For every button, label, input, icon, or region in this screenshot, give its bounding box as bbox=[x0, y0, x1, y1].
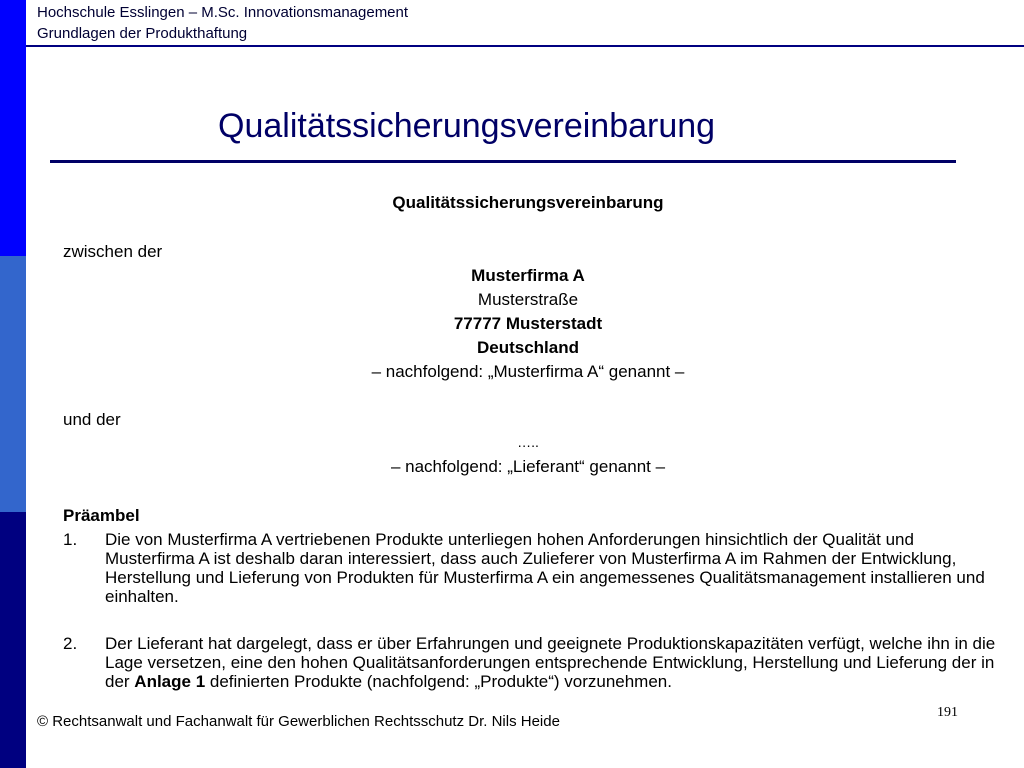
item-number: 2. bbox=[63, 634, 78, 653]
page-title: Qualitätssicherungsvereinbarung bbox=[218, 107, 716, 145]
preamble-item bbox=[63, 530, 1003, 606]
party-b-placeholder: ….. bbox=[517, 434, 539, 450]
preamble-item bbox=[63, 634, 1003, 691]
header-course: Grundlagen der Produkthaftung bbox=[37, 25, 248, 42]
preamble-heading: Präambel bbox=[63, 506, 140, 525]
party-a-country: Deutschland bbox=[476, 338, 580, 357]
header-institution: Hochschule Esslingen – M.Sc. Innovationsmanagement bbox=[37, 4, 409, 21]
item-text-part: definierten Produkte (nachfolgend: „Produkte“) vorzunehmen. bbox=[205, 672, 672, 691]
sidebar-segment-top bbox=[0, 0, 26, 256]
party-a-name: Musterfirma A bbox=[471, 266, 585, 285]
sidebar-decoration bbox=[0, 0, 26, 768]
between-label: zwischen der bbox=[63, 242, 163, 261]
annex-reference: Anlage 1 bbox=[134, 672, 206, 691]
item-number: 1. bbox=[63, 530, 78, 549]
header-divider bbox=[26, 45, 1024, 47]
title-divider bbox=[50, 160, 956, 163]
party-a-street: Musterstraße bbox=[477, 290, 579, 309]
sidebar-segment-bottom bbox=[0, 512, 26, 768]
item-text: Die von Musterfirma A vertriebenen Produkte unterliegen hohen Anforderungen hinsichtlich der Qualität und Musterfirma A ist deshalb daran interessiert, dass auch Zulieferer von Musterfirma A im Rahmen der Entwicklung, Herstellung und Lieferung von Produkten für Musterfirma A ein angemessenes Qualitätsmanagement installieren und einhalten. bbox=[105, 530, 985, 606]
and-label: und der bbox=[63, 410, 121, 429]
item-text bbox=[105, 634, 1003, 691]
footer-copyright: © Rechtsanwalt und Fachanwalt für Gewerblichen Rechtsschutz Dr. Nils Heide bbox=[37, 713, 560, 730]
party-a-alias: – nachfolgend: „Musterfirma A“ genannt – bbox=[371, 362, 685, 381]
party-a-city: 77777 Musterstadt bbox=[453, 314, 603, 333]
party-b-alias: – nachfolgend: „Lieferant“ genannt – bbox=[390, 457, 666, 476]
document-heading: Qualitätssicherungsvereinbarung bbox=[392, 193, 664, 212]
page-number: 191 bbox=[937, 705, 958, 720]
item-text-part: Der Lieferant hat dargelegt, dass er über Erfahrungen und geeignete Produktionskapazitäten verfügt, welche ihn in die Lage versetzen, eine den hohen Qualitätsanforderungen entsprechende Entwicklung, Herstellung und Lieferung der in der bbox=[105, 634, 996, 691]
